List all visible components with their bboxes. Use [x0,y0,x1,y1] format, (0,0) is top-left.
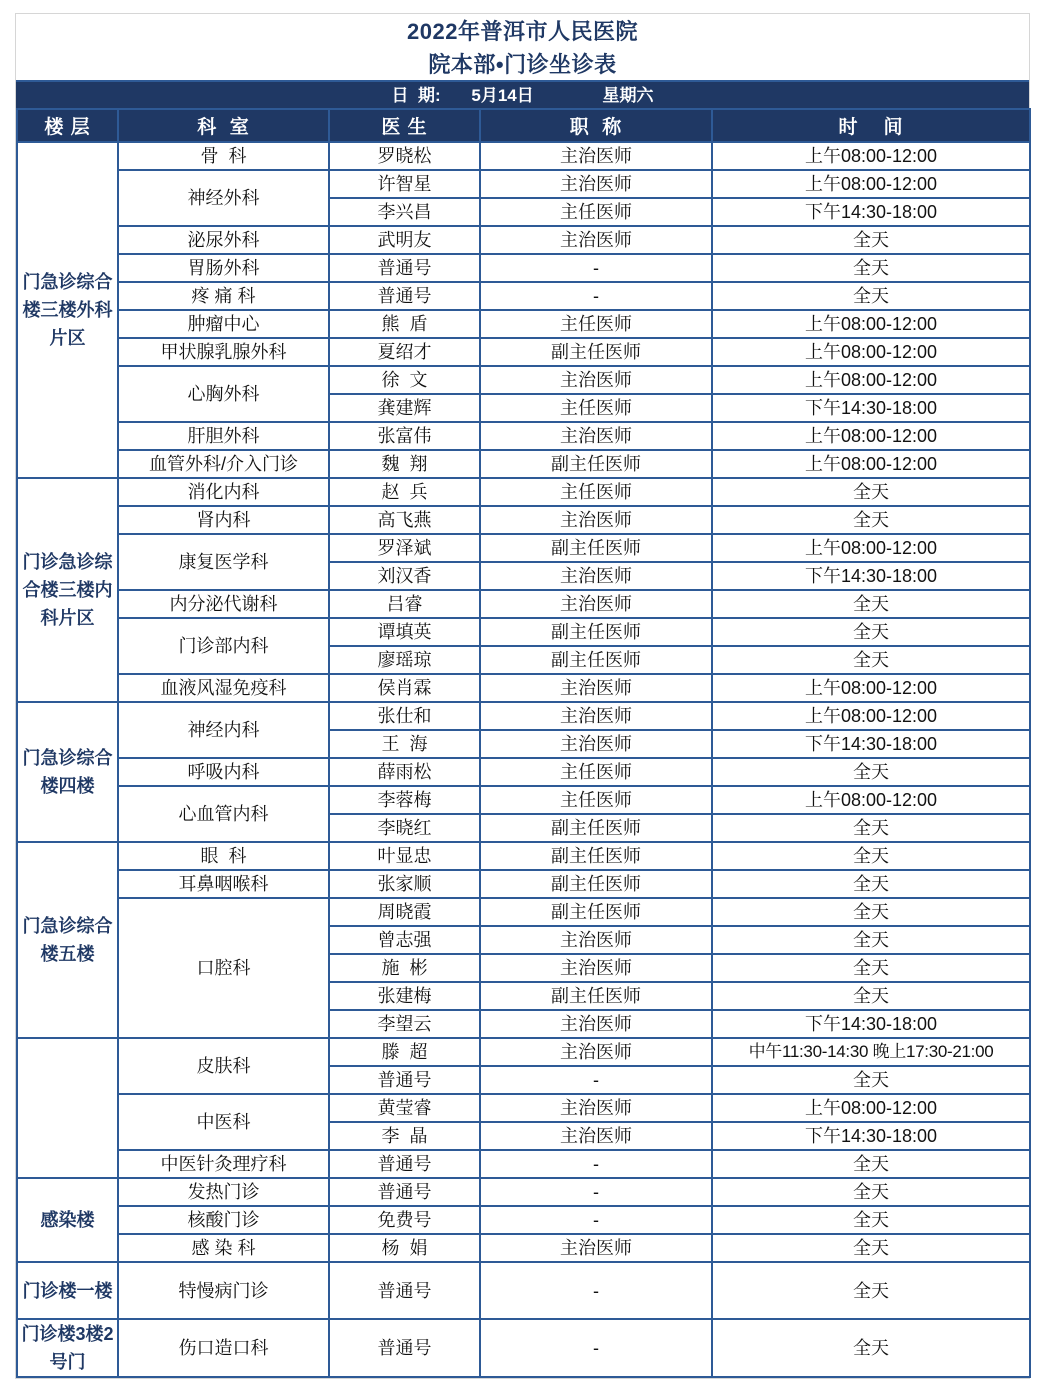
floor-cell: 门诊楼一楼 [17,1262,118,1319]
time-cell: 全天 [712,618,1030,646]
doctor-cell: 魏 翔 [329,450,480,478]
time-cell: 全天 [712,954,1030,982]
time-cell: 下午14:30-18:00 [712,1122,1030,1150]
time-cell: 全天 [712,1319,1030,1377]
doctor-cell: 张富伟 [329,422,480,450]
title-cell: 副主任医师 [480,338,712,366]
time-cell: 上午08:00-12:00 [712,534,1030,562]
doctor-cell: 罗晓松 [329,142,480,170]
table-row [17,366,1030,394]
time-cell: 全天 [712,590,1030,618]
department-cell: 神经内科 [118,702,329,758]
time-cell: 上午08:00-12:00 [712,422,1030,450]
department-cell: 血液风湿免疫科 [118,674,329,702]
schedule-sheet [15,13,1030,1379]
title-cell: 副主任医师 [480,982,712,1010]
date-bar [16,80,1029,108]
doctor-cell: 普通号 [329,1262,480,1319]
time-cell: 上午08:00-12:00 [712,366,1030,394]
title-cell: 主治医师 [480,422,712,450]
department-cell: 眼 科 [118,842,329,870]
title-cell: 主治医师 [480,702,712,730]
doctor-cell: 普通号 [329,254,480,282]
schedule-body [17,142,1030,1377]
date-label: 日 期: [391,86,441,105]
time-cell: 上午08:00-12:00 [712,1094,1030,1122]
time-cell: 上午08:00-12:00 [712,702,1030,730]
title-cell: - [480,1178,712,1206]
time-cell: 上午08:00-12:00 [712,450,1030,478]
floor-cell: 门急诊综合楼四楼 [17,702,118,842]
doctor-cell: 普通号 [329,1150,480,1178]
title-cell: 主治医师 [480,1094,712,1122]
table-row [17,450,1030,478]
time-cell: 下午14:30-18:00 [712,394,1030,422]
time-cell: 上午08:00-12:00 [712,142,1030,170]
header-title: 职 称 [480,109,712,142]
doctor-cell: 曾志强 [329,926,480,954]
table-row [17,842,1030,870]
time-cell: 全天 [712,254,1030,282]
table-row [17,282,1030,310]
title-cell: 副主任医师 [480,842,712,870]
time-cell: 全天 [712,646,1030,674]
doctor-cell: 叶显忠 [329,842,480,870]
department-cell: 康复医学科 [118,534,329,590]
department-cell: 核酸门诊 [118,1206,329,1234]
doctor-cell: 普通号 [329,1066,480,1094]
title-cell: - [480,1066,712,1094]
doctor-cell: 罗泽斌 [329,534,480,562]
department-cell: 肿瘤中心 [118,310,329,338]
time-cell: 上午08:00-12:00 [712,310,1030,338]
time-cell: 全天 [712,1150,1030,1178]
header-doctor: 医 生 [329,109,480,142]
time-cell: 全天 [712,898,1030,926]
department-cell: 口腔科 [118,898,329,1038]
time-cell: 下午14:30-18:00 [712,1010,1030,1038]
title-cell: - [480,1319,712,1377]
time-cell: 上午08:00-12:00 [712,170,1030,198]
doctor-cell: 滕 超 [329,1038,480,1066]
time-cell: 全天 [712,982,1030,1010]
title-cell: 主治医师 [480,562,712,590]
title-area [16,14,1029,80]
doctor-cell: 高飞燕 [329,506,480,534]
table-row [17,310,1030,338]
department-cell: 呼吸内科 [118,758,329,786]
doctor-cell: 赵 兵 [329,478,480,506]
table-row [17,142,1030,170]
title-cell: 副主任医师 [480,534,712,562]
table-row [17,702,1030,730]
department-cell: 神经外科 [118,170,329,226]
title-cell: 副主任医师 [480,450,712,478]
table-row [17,618,1030,646]
time-cell: 全天 [712,1178,1030,1206]
doctor-cell: 薛雨松 [329,758,480,786]
title-cell: 副主任医师 [480,870,712,898]
doctor-cell: 熊 盾 [329,310,480,338]
title-cell: - [480,254,712,282]
doctor-cell: 普通号 [329,282,480,310]
time-cell: 全天 [712,1234,1030,1262]
title-cell: 主治医师 [480,1038,712,1066]
table-row [17,170,1030,198]
title-cell: 主治医师 [480,170,712,198]
doctor-cell: 侯肖霖 [329,674,480,702]
title-cell: 主治医师 [480,1122,712,1150]
time-cell: 全天 [712,758,1030,786]
table-row [17,478,1030,506]
title-cell: 主治医师 [480,142,712,170]
doctor-cell: 黄莹睿 [329,1094,480,1122]
doctor-cell: 谭填英 [329,618,480,646]
header-floor: 楼 层 [17,109,118,142]
time-cell: 全天 [712,814,1030,842]
title-cell: - [480,1150,712,1178]
title-cell: 主治医师 [480,1010,712,1038]
title-cell: 主治医师 [480,730,712,758]
doctor-cell: 王 海 [329,730,480,758]
table-row [17,1178,1030,1206]
title-cell: 主治医师 [480,590,712,618]
time-cell: 中午11:30-14:30 晚上17:30-21:00 [712,1038,1030,1066]
doctor-cell: 武明友 [329,226,480,254]
doctor-cell: 施 彬 [329,954,480,982]
table-row [17,338,1030,366]
time-cell: 上午08:00-12:00 [712,674,1030,702]
title-cell: 主任医师 [480,786,712,814]
schedule-subtitle: 院本部•门诊坐诊表 [428,52,617,77]
doctor-cell: 免费号 [329,1206,480,1234]
doctor-cell: 周晓霞 [329,898,480,926]
time-cell: 全天 [712,842,1030,870]
table-row [17,1319,1030,1377]
department-cell: 皮肤科 [118,1038,329,1094]
department-cell: 感 染 科 [118,1234,329,1262]
department-cell: 肝胆外科 [118,422,329,450]
title-cell: - [480,1206,712,1234]
title-cell: 主任医师 [480,758,712,786]
title-cell: 主治医师 [480,674,712,702]
department-cell: 门诊部内科 [118,618,329,674]
doctor-cell: 龚建辉 [329,394,480,422]
time-cell: 全天 [712,478,1030,506]
time-cell: 全天 [712,282,1030,310]
floor-cell: 门诊急诊综合楼三楼内科片区 [17,478,118,702]
time-cell: 全天 [712,870,1030,898]
department-cell: 胃肠外科 [118,254,329,282]
doctor-cell: 吕睿 [329,590,480,618]
title-cell: 主治医师 [480,1234,712,1262]
table-row [17,870,1030,898]
header-department: 科 室 [118,109,329,142]
doctor-cell: 许智星 [329,170,480,198]
doctor-cell: 廖瑶琼 [329,646,480,674]
floor-cell: 门急诊综合楼五楼 [17,842,118,1038]
table-row [17,590,1030,618]
time-cell: 全天 [712,1206,1030,1234]
doctor-cell: 李 晶 [329,1122,480,1150]
table-row [17,898,1030,926]
title-cell: - [480,1262,712,1319]
title-cell: 主治医师 [480,366,712,394]
doctor-cell: 普通号 [329,1178,480,1206]
table-row [17,534,1030,562]
doctor-cell: 张仕和 [329,702,480,730]
department-cell: 特慢病门诊 [118,1262,329,1319]
doctor-cell: 杨 娟 [329,1234,480,1262]
time-cell: 全天 [712,1066,1030,1094]
department-cell: 伤口造口科 [118,1319,329,1377]
department-cell: 疼 痛 科 [118,282,329,310]
department-cell: 泌尿外科 [118,226,329,254]
table-row [17,786,1030,814]
department-cell: 消化内科 [118,478,329,506]
header-time: 时 间 [712,109,1030,142]
department-cell: 肾内科 [118,506,329,534]
time-cell: 全天 [712,1262,1030,1319]
floor-cell [17,1038,118,1178]
doctor-cell: 李蓉梅 [329,786,480,814]
table-row [17,1262,1030,1319]
department-cell: 心血管内科 [118,786,329,842]
title-cell: 副主任医师 [480,898,712,926]
title-cell: 副主任医师 [480,646,712,674]
doctor-cell: 普通号 [329,1319,480,1377]
title-cell: 主任医师 [480,310,712,338]
title-cell: 主任医师 [480,478,712,506]
title-cell: - [480,282,712,310]
floor-cell: 感染楼 [17,1178,118,1262]
time-cell: 下午14:30-18:00 [712,198,1030,226]
schedule-table [16,108,1031,1378]
department-cell: 发热门诊 [118,1178,329,1206]
table-row [17,674,1030,702]
table-row [17,1206,1030,1234]
hospital-title: 2022年普洱市人民医院 [407,19,638,44]
department-cell: 甲状腺乳腺外科 [118,338,329,366]
title-cell: 副主任医师 [480,618,712,646]
time-cell: 上午08:00-12:00 [712,786,1030,814]
doctor-cell: 李兴昌 [329,198,480,226]
date-value: 5月14日 [471,86,534,105]
time-cell: 上午08:00-12:00 [712,338,1030,366]
doctor-cell: 李晓红 [329,814,480,842]
title-cell: 主任医师 [480,394,712,422]
table-row [17,506,1030,534]
time-cell: 全天 [712,506,1030,534]
time-cell: 全天 [712,926,1030,954]
table-row [17,226,1030,254]
time-cell: 全天 [712,226,1030,254]
department-cell: 中医科 [118,1094,329,1150]
table-row [17,758,1030,786]
table-row [17,1150,1030,1178]
table-row [17,1234,1030,1262]
title-cell: 主治医师 [480,226,712,254]
table-row [17,422,1030,450]
department-cell: 中医针灸理疗科 [118,1150,329,1178]
doctor-cell: 张家顺 [329,870,480,898]
doctor-cell: 刘汉香 [329,562,480,590]
department-cell: 心胸外科 [118,366,329,422]
floor-cell: 门诊楼3楼2号门 [17,1319,118,1377]
table-row [17,254,1030,282]
doctor-cell: 张建梅 [329,982,480,1010]
title-cell: 主治医师 [480,954,712,982]
title-cell: 副主任医师 [480,814,712,842]
department-cell: 血管外科/介入门诊 [118,450,329,478]
title-cell: 主任医师 [480,198,712,226]
department-cell: 内分泌代谢科 [118,590,329,618]
floor-cell: 门急诊综合楼三楼外科片区 [17,142,118,478]
weekday: 星期六 [602,86,654,105]
department-cell: 耳鼻咽喉科 [118,870,329,898]
time-cell: 下午14:30-18:00 [712,730,1030,758]
department-cell: 骨 科 [118,142,329,170]
header-row [17,109,1030,142]
doctor-cell: 徐 文 [329,366,480,394]
table-row [17,1038,1030,1066]
doctor-cell: 夏绍才 [329,338,480,366]
title-cell: 主治医师 [480,506,712,534]
table-row [17,1094,1030,1122]
title-cell: 主治医师 [480,926,712,954]
doctor-cell: 李望云 [329,1010,480,1038]
time-cell: 下午14:30-18:00 [712,562,1030,590]
